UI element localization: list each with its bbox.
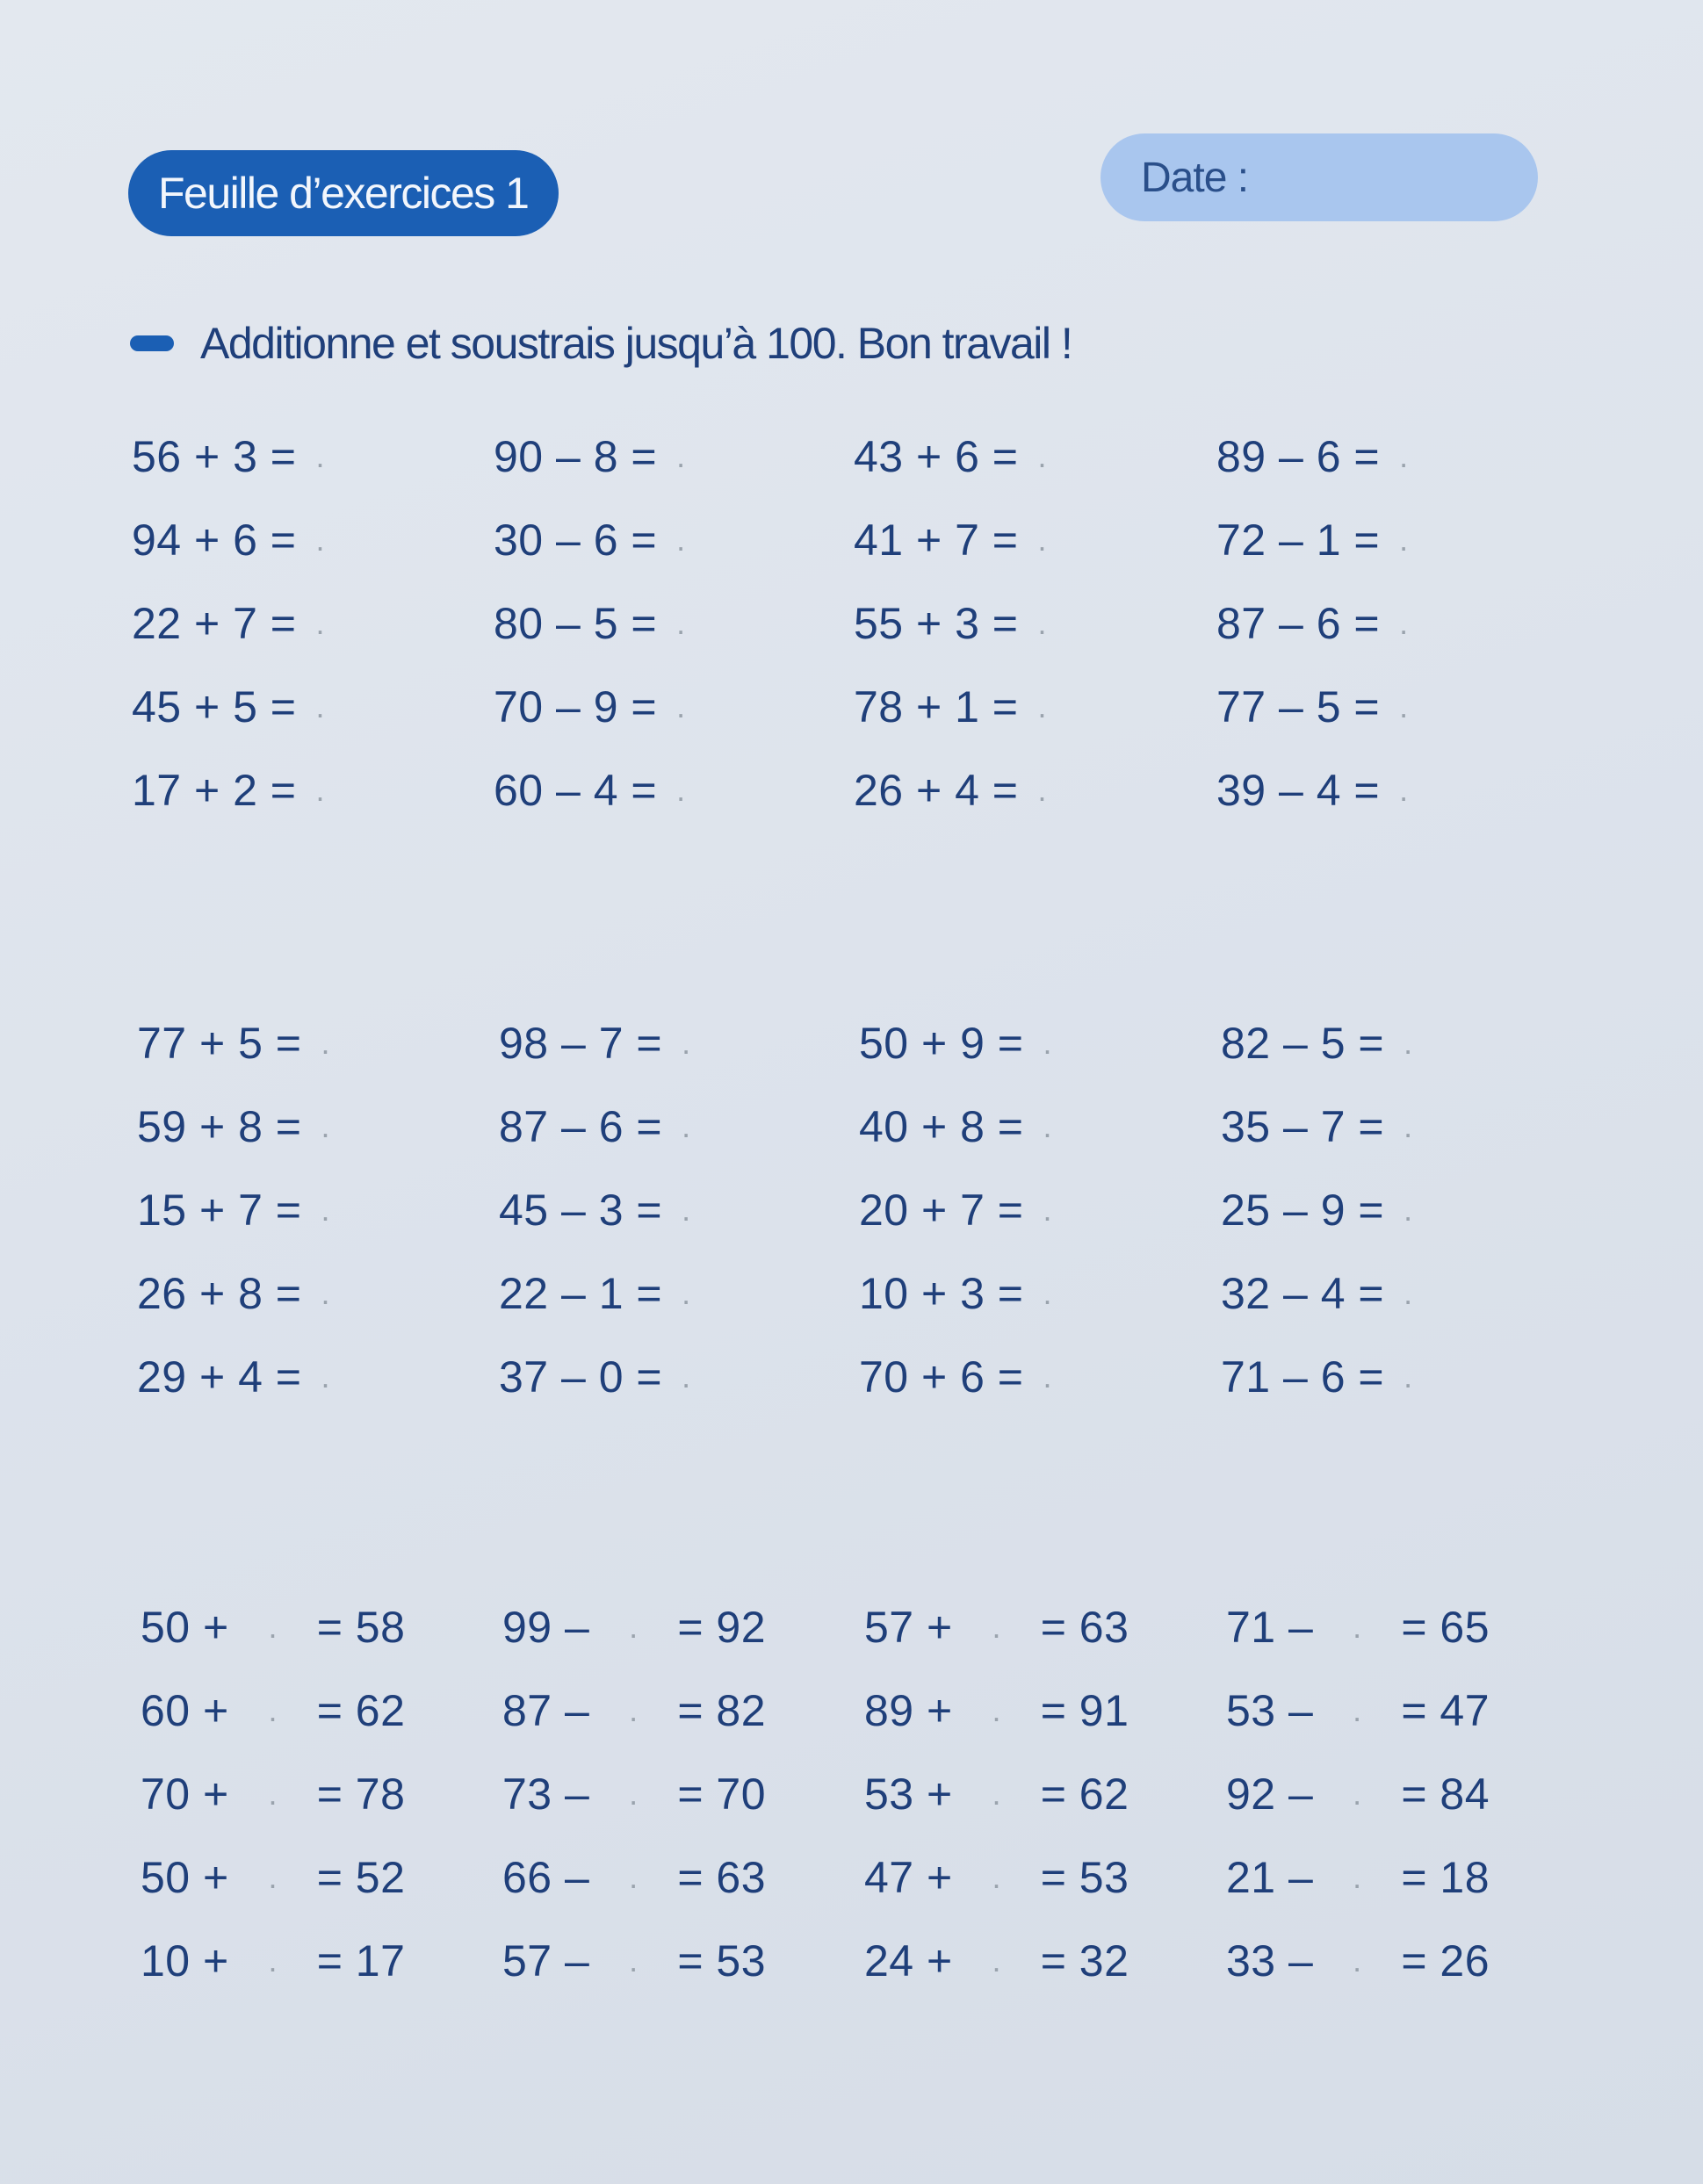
instruction-text: Additionne et soustrais jusqu’à 100. Bon travail !: [200, 319, 1072, 368]
answer-blank[interactable]: .: [629, 1775, 639, 1812]
answer-blank[interactable]: .: [682, 1191, 691, 1228]
exercise-item[interactable]: 26 + 4 = .: [854, 765, 1048, 815]
exercise-item[interactable]: 43 + 6 = .: [854, 431, 1048, 481]
answer-blank[interactable]: .: [1404, 1358, 1413, 1395]
exercise-column: [1226, 1585, 1490, 2002]
exercise-item[interactable]: 72 – 1 = .: [1216, 515, 1409, 565]
answer-blank[interactable]: .: [315, 521, 326, 558]
answer-blank[interactable]: .: [315, 437, 326, 474]
exercise-column: [864, 1585, 1129, 2002]
exercise-item[interactable]: 56 + 3 = .: [132, 431, 326, 481]
exercise-item[interactable]: 20 + 7 = .: [859, 1185, 1053, 1235]
answer-blank[interactable]: .: [321, 1191, 331, 1228]
worksheet-title: Feuille d’exercices 1: [158, 169, 529, 218]
exercise-item[interactable]: 73 – . = 70: [502, 1769, 767, 1819]
answer-blank[interactable]: .: [315, 604, 326, 641]
answer-blank[interactable]: .: [1404, 1274, 1413, 1311]
exercise-item[interactable]: 55 + 3 = .: [854, 598, 1048, 648]
answer-blank[interactable]: .: [1353, 1691, 1362, 1728]
answer-blank[interactable]: .: [1043, 1191, 1053, 1228]
answer-blank[interactable]: .: [1399, 771, 1409, 808]
date-field[interactable]: [1100, 133, 1538, 221]
answer-blank[interactable]: .: [682, 1024, 691, 1061]
answer-blank[interactable]: .: [315, 771, 326, 808]
answer-blank[interactable]: .: [1043, 1274, 1053, 1311]
exercise-item[interactable]: 60 + . = 62: [141, 1685, 406, 1735]
exercise-item[interactable]: 10 + 3 = .: [859, 1268, 1053, 1318]
answer-blank[interactable]: .: [992, 1858, 1001, 1895]
exercise-item[interactable]: 41 + 7 = .: [854, 515, 1048, 565]
answer-blank[interactable]: .: [676, 688, 686, 724]
answer-blank[interactable]: .: [1353, 1858, 1362, 1895]
exercise-item[interactable]: 80 – 5 = .: [494, 598, 686, 648]
exercise-item[interactable]: 53 – . = 47: [1226, 1685, 1490, 1735]
exercise-item[interactable]: 90 – 8 = .: [494, 431, 686, 481]
exercise-item[interactable]: 50 + . = 52: [141, 1852, 406, 1902]
exercise-item[interactable]: 30 – 6 = .: [494, 515, 686, 565]
exercise-item[interactable]: 45 – 3 = .: [499, 1185, 691, 1235]
answer-blank[interactable]: .: [268, 1691, 278, 1728]
answer-blank[interactable]: .: [1399, 521, 1409, 558]
answer-blank[interactable]: .: [629, 1942, 639, 1979]
exercise-item[interactable]: 77 – 5 = .: [1216, 681, 1409, 732]
exercise-item[interactable]: 26 + 8 = .: [137, 1268, 331, 1318]
answer-blank[interactable]: .: [1037, 604, 1048, 641]
exercise-item[interactable]: 89 – 6 = .: [1216, 431, 1409, 481]
exercise-item[interactable]: 78 + 1 = .: [854, 681, 1048, 732]
exercise-item[interactable]: 47 + . = 53: [864, 1852, 1129, 1902]
exercise-item[interactable]: 39 – 4 = .: [1216, 765, 1409, 815]
exercise-item[interactable]: 15 + 7 = .: [137, 1185, 331, 1235]
exercise-item[interactable]: 92 – . = 84: [1226, 1769, 1490, 1819]
answer-blank[interactable]: .: [1353, 1942, 1362, 1979]
answer-blank[interactable]: .: [676, 604, 686, 641]
exercise-item[interactable]: 32 – 4 = .: [1221, 1268, 1413, 1318]
exercise-item[interactable]: 57 – . = 53: [502, 1935, 767, 1986]
answer-blank[interactable]: .: [1037, 437, 1048, 474]
exercise-column: [859, 1001, 1052, 1418]
exercise-item[interactable]: 94 + 6 = .: [132, 515, 326, 565]
exercise-item[interactable]: 40 + 8 = .: [859, 1101, 1053, 1151]
answer-blank[interactable]: .: [1399, 688, 1409, 724]
answer-blank[interactable]: .: [1404, 1107, 1413, 1144]
exercise-item[interactable]: 87 – . = 82: [502, 1685, 767, 1735]
exercise-item[interactable]: 53 + . = 62: [864, 1769, 1129, 1819]
answer-blank[interactable]: .: [992, 1775, 1001, 1812]
exercise-item[interactable]: 82 – 5 = .: [1221, 1018, 1413, 1068]
exercise-item[interactable]: 71 – . = 65: [1226, 1602, 1490, 1652]
exercise-column: [1216, 414, 1409, 832]
answer-blank[interactable]: .: [676, 437, 686, 474]
exercise-column: [137, 1001, 330, 1418]
answer-blank[interactable]: .: [268, 1858, 278, 1895]
exercise-item[interactable]: 87 – 6 = .: [499, 1101, 691, 1151]
exercise-item[interactable]: 50 + . = 58: [141, 1602, 406, 1652]
answer-blank[interactable]: .: [268, 1942, 278, 1979]
answer-blank[interactable]: .: [1399, 604, 1409, 641]
answer-blank[interactable]: .: [321, 1358, 331, 1395]
exercise-item[interactable]: 33 – . = 26: [1226, 1935, 1490, 1986]
exercise-item[interactable]: 70 – 9 = .: [494, 681, 686, 732]
exercise-item[interactable]: 99 – . = 92: [502, 1602, 767, 1652]
exercise-column: [854, 414, 1047, 832]
exercise-item[interactable]: 60 – 4 = .: [494, 765, 686, 815]
answer-blank[interactable]: .: [321, 1107, 331, 1144]
answer-blank[interactable]: .: [1399, 437, 1409, 474]
answer-blank[interactable]: .: [629, 1608, 639, 1645]
answer-blank[interactable]: .: [268, 1608, 278, 1645]
answer-blank[interactable]: .: [682, 1107, 691, 1144]
worksheet-title-badge: [128, 150, 559, 236]
exercise-item[interactable]: 22 – 1 = .: [499, 1268, 691, 1318]
exercise-item[interactable]: 22 + 7 = .: [132, 598, 326, 648]
answer-blank[interactable]: .: [1404, 1191, 1413, 1228]
answer-blank[interactable]: .: [315, 688, 326, 724]
answer-blank[interactable]: .: [682, 1358, 691, 1395]
exercise-column: [132, 414, 325, 832]
exercise-item[interactable]: 87 – 6 = .: [1216, 598, 1409, 648]
exercise-item[interactable]: 45 + 5 = .: [132, 681, 326, 732]
exercise-item[interactable]: 25 – 9 = .: [1221, 1185, 1413, 1235]
exercise-item[interactable]: 35 – 7 = .: [1221, 1101, 1413, 1151]
answer-blank[interactable]: .: [268, 1775, 278, 1812]
exercise-item[interactable]: 50 + 9 = .: [859, 1018, 1053, 1068]
instruction-line: [130, 318, 1072, 369]
answer-blank[interactable]: .: [321, 1274, 331, 1311]
answer-blank[interactable]: .: [1043, 1358, 1053, 1395]
answer-blank[interactable]: .: [321, 1024, 331, 1061]
answer-blank[interactable]: .: [1037, 521, 1048, 558]
exercise-item[interactable]: 10 + . = 17: [141, 1935, 406, 1986]
answer-blank[interactable]: .: [1353, 1608, 1362, 1645]
bullet-icon: [130, 335, 174, 351]
answer-blank[interactable]: .: [1037, 771, 1048, 808]
exercise-item[interactable]: 17 + 2 = .: [132, 765, 326, 815]
answer-blank[interactable]: .: [676, 771, 686, 808]
answer-blank[interactable]: .: [1353, 1775, 1362, 1812]
exercise-item[interactable]: 29 + 4 = .: [137, 1351, 331, 1402]
answer-blank[interactable]: .: [992, 1691, 1001, 1728]
exercise-item[interactable]: 57 + . = 63: [864, 1602, 1129, 1652]
exercise-item[interactable]: 70 + 6 = .: [859, 1351, 1053, 1402]
exercise-column: [502, 1585, 766, 2002]
exercise-item[interactable]: 98 – 7 = .: [499, 1018, 691, 1068]
answer-blank[interactable]: .: [1043, 1024, 1053, 1061]
date-label: Date :: [1141, 154, 1249, 201]
exercise-item[interactable]: 89 + . = 91: [864, 1685, 1129, 1735]
exercise-column: [1221, 1001, 1413, 1418]
answer-blank[interactable]: .: [676, 521, 686, 558]
exercise-item[interactable]: 77 + 5 = .: [137, 1018, 331, 1068]
answer-blank[interactable]: .: [992, 1942, 1001, 1979]
exercise-item[interactable]: 21 – . = 18: [1226, 1852, 1490, 1902]
exercise-item[interactable]: 66 – . = 63: [502, 1852, 767, 1902]
exercise-item[interactable]: 24 + . = 32: [864, 1935, 1129, 1986]
answer-blank[interactable]: .: [992, 1608, 1001, 1645]
answer-blank[interactable]: .: [682, 1274, 691, 1311]
exercise-column: [494, 414, 686, 832]
answer-blank[interactable]: .: [629, 1858, 639, 1895]
exercise-column: [499, 1001, 691, 1418]
exercise-item[interactable]: 59 + 8 = .: [137, 1101, 331, 1151]
exercise-item[interactable]: 71 – 6 = .: [1221, 1351, 1413, 1402]
answer-blank[interactable]: .: [1043, 1107, 1053, 1144]
answer-blank[interactable]: .: [1404, 1024, 1413, 1061]
exercise-item[interactable]: 70 + . = 78: [141, 1769, 406, 1819]
answer-blank[interactable]: .: [629, 1691, 639, 1728]
exercise-column: [141, 1585, 405, 2002]
answer-blank[interactable]: .: [1037, 688, 1048, 724]
exercise-item[interactable]: 37 – 0 = .: [499, 1351, 691, 1402]
